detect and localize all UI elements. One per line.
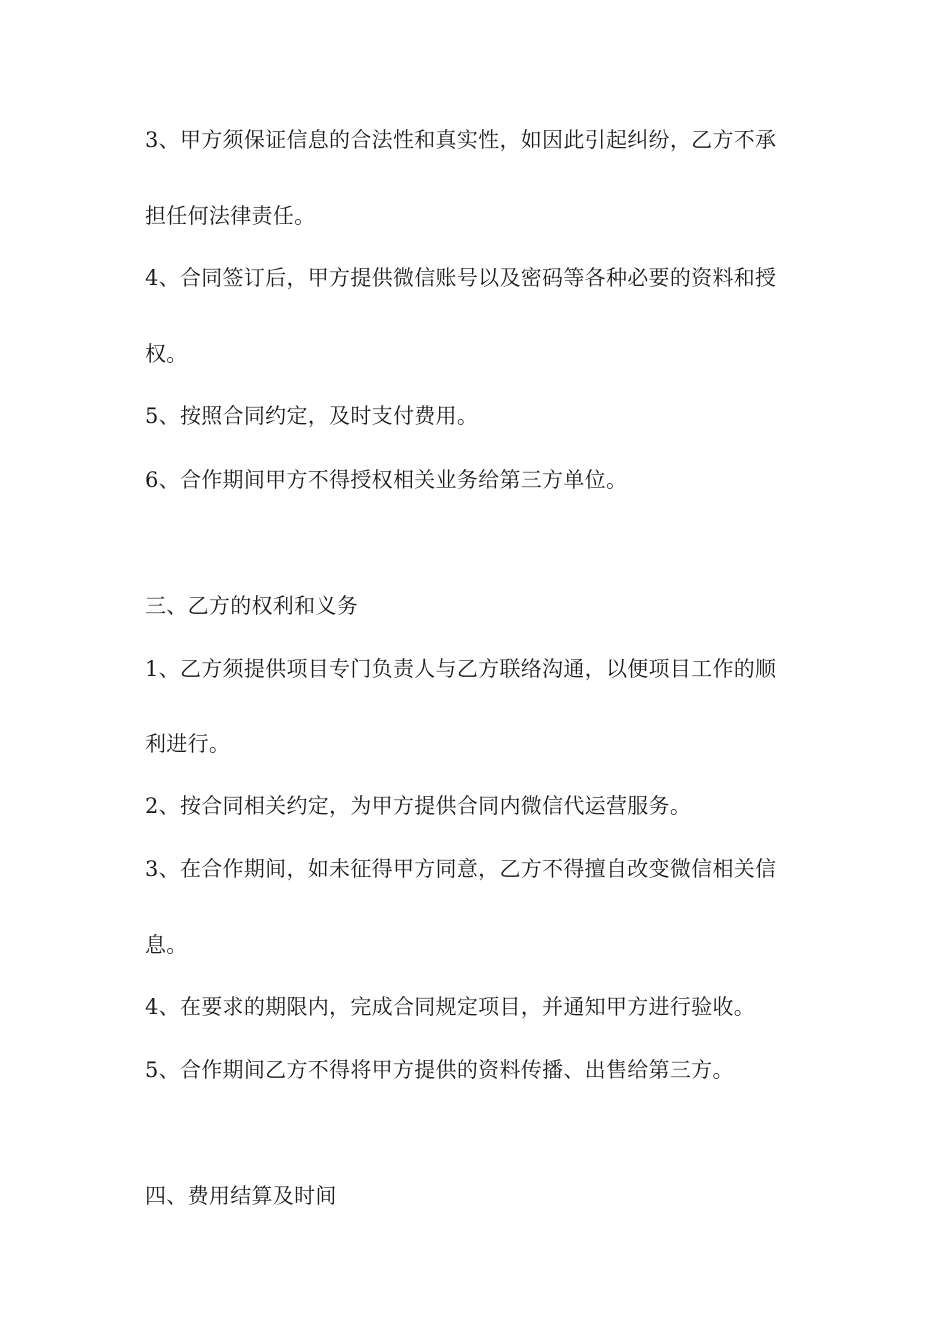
section-heading-fees: 四、费用结算及时间 — [145, 1184, 337, 1208]
clause-party-b-3-line-2: 息。 — [145, 933, 188, 957]
clause-party-b-5: 5、合作期间乙方不得将甲方提供的资料传播、出售给第三方。 — [145, 1058, 734, 1082]
clause-party-a-5: 5、按照合同约定，及时支付费用。 — [145, 404, 479, 428]
clause-party-b-1-line-1: 1、乙方须提供项目专门负责人与乙方联络沟通，以便项目工作的顺 — [145, 657, 777, 681]
clause-party-a-4-line-2: 权。 — [145, 342, 188, 366]
clause-party-a-3-line-2: 担任何法律责任。 — [145, 204, 316, 228]
clause-party-a-3-line-1: 3、甲方须保证信息的合法性和真实性，如因此引起纠纷，乙方不承 — [145, 128, 777, 152]
clause-party-b-1-line-2: 利进行。 — [145, 732, 231, 756]
section-heading-party-b: 三、乙方的权利和义务 — [145, 594, 358, 618]
clause-party-b-2: 2、按合同相关约定，为甲方提供合同内微信代运营服务。 — [145, 794, 692, 818]
clause-party-a-6: 6、合作期间甲方不得授权相关业务给第三方单位。 — [145, 468, 628, 492]
clause-party-b-4: 4、在要求的期限内，完成合同规定项目，并通知甲方进行验收。 — [145, 995, 756, 1019]
clause-party-a-4-line-1: 4、合同签订后，甲方提供微信账号以及密码等各种必要的资料和授 — [145, 266, 777, 290]
clause-party-b-3-line-1: 3、在合作期间，如未征得甲方同意，乙方不得擅自改变微信相关信 — [145, 857, 777, 881]
